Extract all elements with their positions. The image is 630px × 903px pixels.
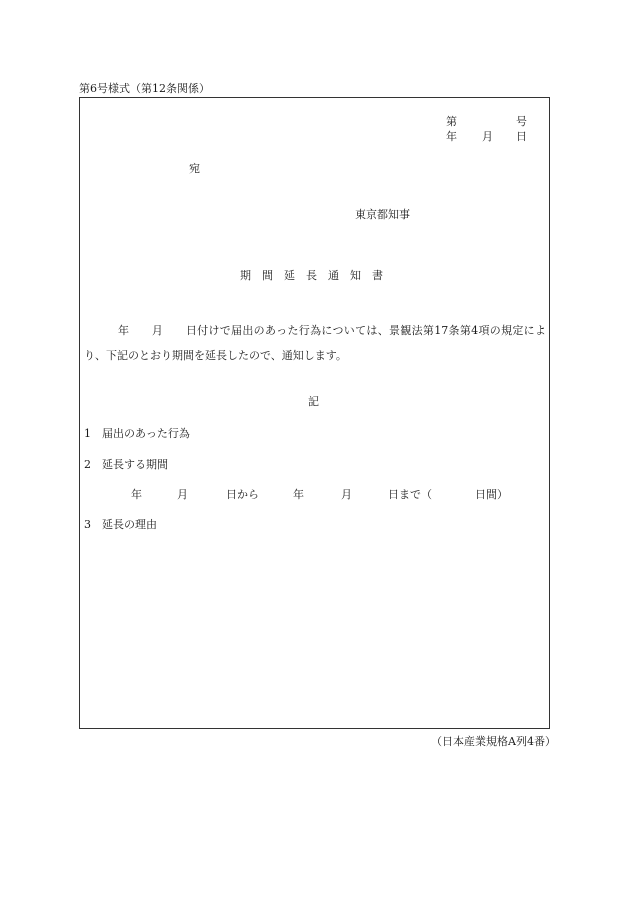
document-frame xyxy=(79,97,550,729)
period-days: 日間） xyxy=(475,488,508,501)
item-1: 1 届出のあった行為 xyxy=(84,427,190,440)
period-end-year: 年 xyxy=(293,488,304,501)
sender: 東京都知事 xyxy=(355,208,410,221)
document-number-suffix: 号 xyxy=(516,115,527,128)
period-start-year: 年 xyxy=(131,488,142,501)
document-number-label: 第 xyxy=(446,115,457,128)
period-start-day: 日から xyxy=(226,488,259,501)
ki-heading: 記 xyxy=(308,395,319,408)
form-label: 第6号様式（第12条関係） xyxy=(79,82,210,95)
issue-date-year: 年 xyxy=(446,130,457,143)
body-text: 年 月 日付けで届出のあった行為については、景観法第17条第4項の規定により、下記のとおり期間を延長したので、通知します。 xyxy=(84,324,546,362)
issue-date-day: 日 xyxy=(516,130,527,143)
item-3: 3 延長の理由 xyxy=(84,518,157,531)
document-title: 期間延長通知書 xyxy=(240,269,394,282)
footer-note: （日本産業規格A列4番） xyxy=(431,735,556,748)
issue-date-month: 月 xyxy=(482,130,493,143)
period-start-month: 月 xyxy=(177,488,188,501)
addressee: 宛 xyxy=(189,162,200,175)
period-end-day: 日まで（ xyxy=(388,488,432,501)
period-end-month: 月 xyxy=(341,488,352,501)
item-2: 2 延長する期間 xyxy=(84,458,168,471)
